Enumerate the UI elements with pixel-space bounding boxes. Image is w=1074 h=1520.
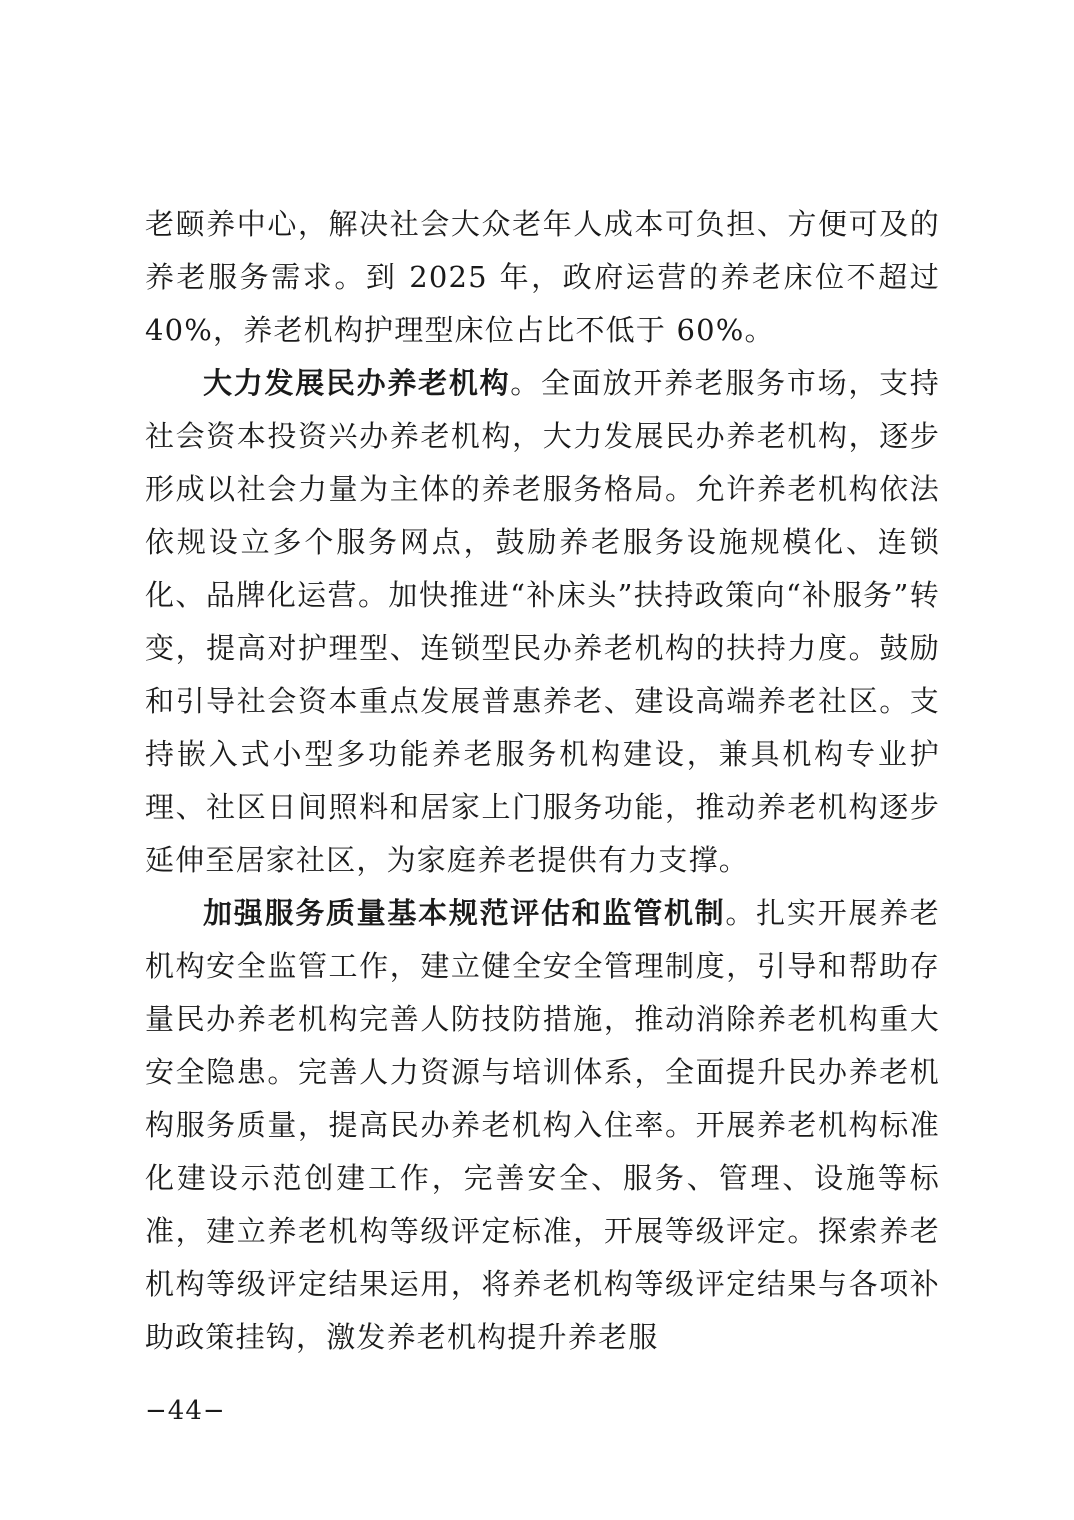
paragraph-text: 。扎实开展养老机构安全监管工作，建立健全安全管理制度，引导和帮助存量民办养老机构完善人防技防措施，推动消除养老机构重大安全隐患。完善人力资源与培训体系，全面提升民办养老机构服务质量，提高民办养老机构入住率。开展养老机构标准化建设示范创建工作，完善安全、服务、管理、设施等标准，建立养老机构等级评定标准，开展等级评定。探索养老机构等级评定结果运用，将养老机构等级评定结果与各项补助政策挂钩，激发养老机构提升养老服 <box>145 896 941 1354</box>
paragraph-heading: 加强服务质量基本规范评估和监管机制 <box>203 896 726 930</box>
paragraph-text: 。全面放开养老服务市场，支持社会资本投资兴办养老机构，大力发展民办养老机构，逐步形成以社会力量为主体的养老服务格局。允许养老机构依法依规设立多个服务网点，鼓励养老服务设施规模化、连锁化、品牌化运营。加快推进“补床头”扶持政策向“补服务”转变，提高对护理型、连锁型民办养老机构的扶持力度。鼓励和引导社会资本重点发展普惠养老、建设高端养老社区。支持嵌入式小型多功能养老服务机构建设，兼具机构专业护理、社区日间照料和居家上门服务功能，推动养老机构逐步延伸至居家社区，为家庭养老提供有力支撑。 <box>145 366 940 877</box>
paragraph-private-institutions <box>145 357 940 887</box>
paragraph-text: 老颐养中心，解决社会大众老年人成本可负担、方便可及的养老服务需求。到 2025 年，政府运营的养老床位不超过 40%，养老机构护理型床位占比不低于 60%。 <box>145 207 940 347</box>
paragraph-quality-supervision <box>145 887 940 1364</box>
document-body <box>145 198 940 1364</box>
page-number: −44− <box>145 1396 226 1426</box>
paragraph-continuation <box>145 198 940 357</box>
paragraph-heading: 大力发展民办养老机构 <box>203 366 511 400</box>
